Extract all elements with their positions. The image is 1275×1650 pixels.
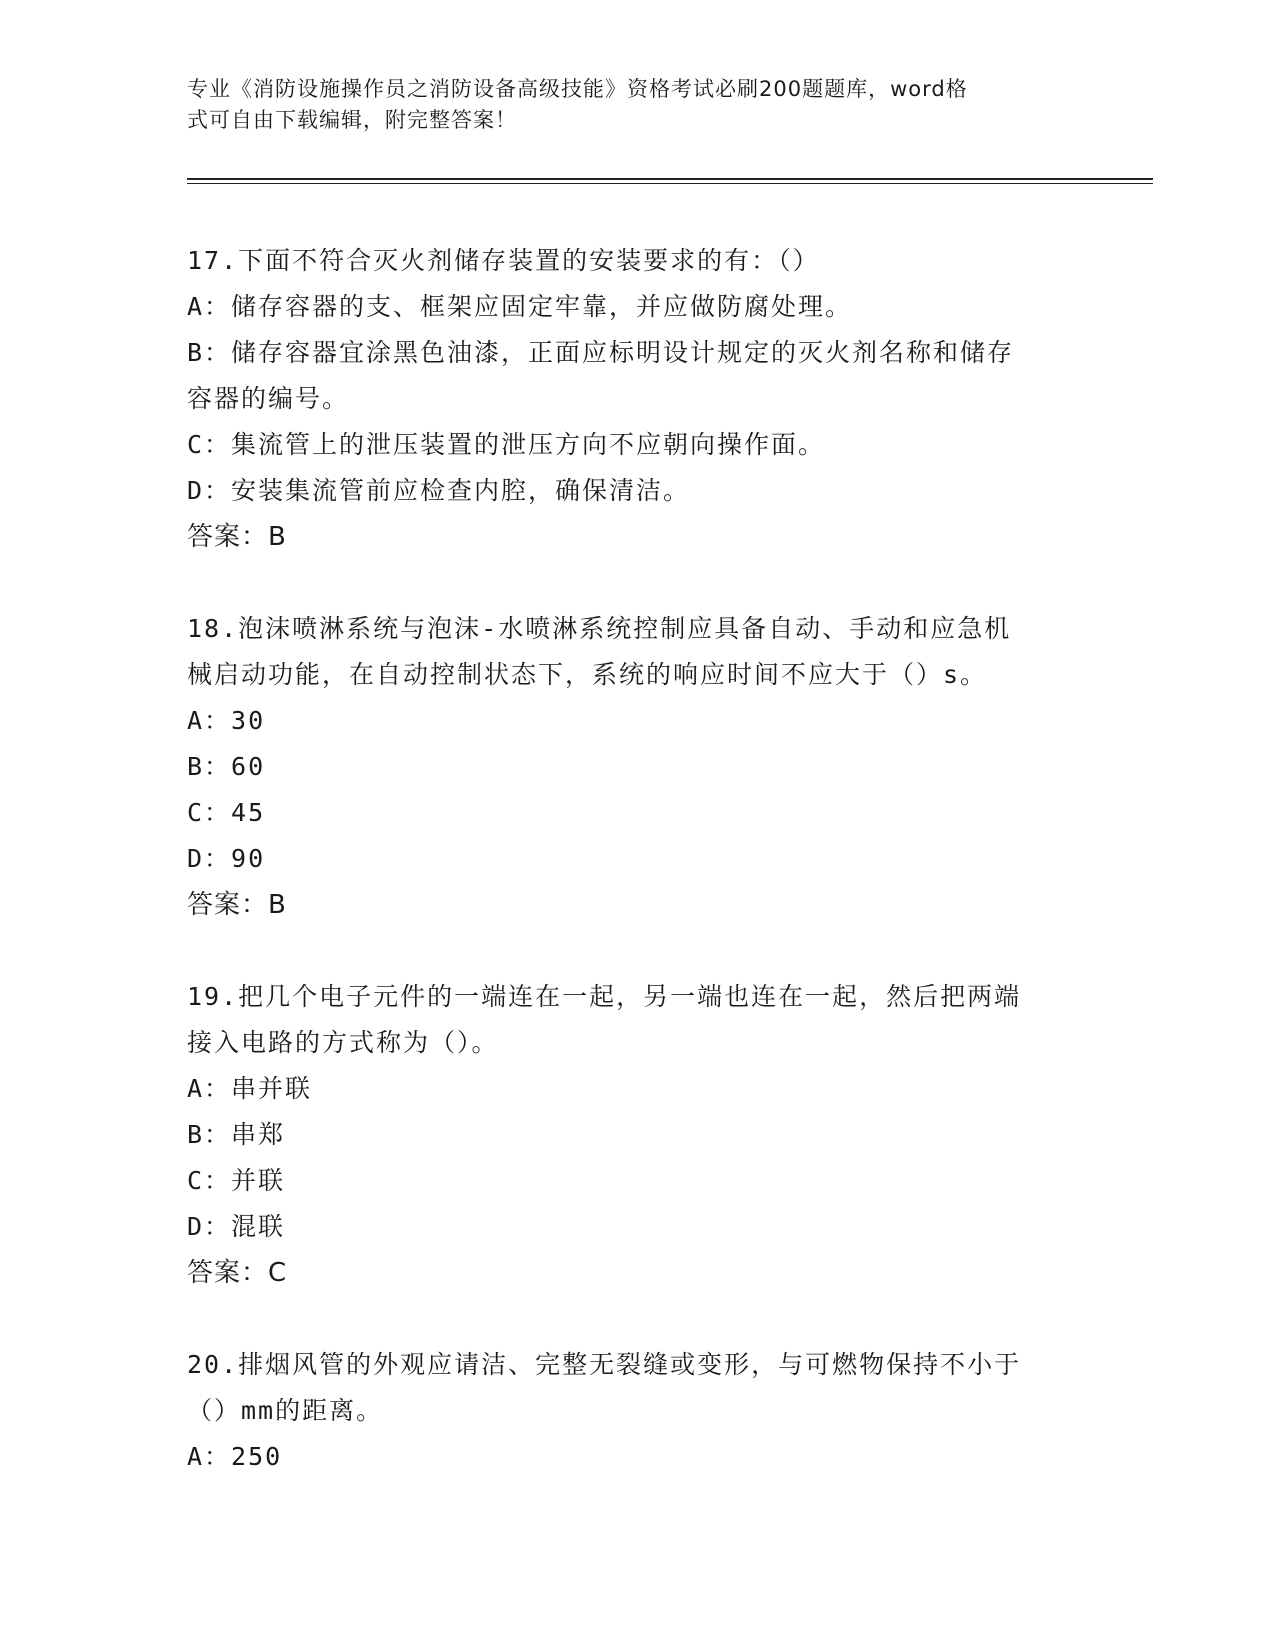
question-block — [187, 238, 1087, 560]
question-stem: 18.泡沫喷淋系统与泡沫-水喷淋系统控制应具备自动、手动和应急机 — [187, 614, 1012, 643]
question-option: A：30 — [187, 706, 266, 735]
question-stem: （）mm的距离。 — [187, 1396, 384, 1425]
header-line-1: 专业《消防设施操作员之消防设备高级技能》资格考试必刷200题题库，word格 — [187, 77, 968, 101]
question-option: A：250 — [187, 1442, 283, 1471]
question-block — [187, 974, 1087, 1296]
question-list — [187, 238, 1087, 1526]
header-line-2: 式可自由下载编辑，附完整答案！ — [187, 108, 517, 132]
question-block — [187, 606, 1087, 928]
question-option: B：60 — [187, 752, 266, 781]
question-option: D：安装集流管前应检查内腔，确保清洁。 — [187, 476, 691, 505]
question-stem: 械启动功能，在自动控制状态下，系统的响应时间不应大于（）s。 — [187, 660, 988, 689]
question-option: B：串郑 — [187, 1120, 286, 1149]
question-answer: 答案：C — [187, 1258, 288, 1288]
question-stem: 接入电路的方式称为（）。 — [187, 1028, 499, 1057]
header-rule-thin — [187, 183, 1153, 184]
question-option: C：集流管上的泄压装置的泄压方向不应朝向操作面。 — [187, 430, 826, 459]
question-stem: 17.下面不符合灭火剂储存装置的安装要求的有：（） — [187, 246, 820, 275]
question-option: C：45 — [187, 798, 266, 827]
question-answer: 答案：B — [187, 890, 287, 920]
header-rule-thick — [187, 178, 1153, 180]
question-option: A：串并联 — [187, 1074, 313, 1103]
question-stem: 20.排烟风管的外观应请洁、完整无裂缝或变形，与可燃物保持不小于 — [187, 1350, 1022, 1379]
question-option: B：储存容器宜涂黑色油漆，正面应标明设计规定的灭火剂名称和储存 — [187, 338, 1015, 367]
question-option: A：储存容器的支、框架应固定牢靠，并应做防腐处理。 — [187, 292, 853, 321]
question-block — [187, 1342, 1087, 1480]
question-option: C：并联 — [187, 1166, 286, 1195]
question-answer: 答案：B — [187, 522, 287, 552]
document-header — [187, 74, 1067, 136]
question-option: 容器的编号。 — [187, 384, 350, 413]
question-stem: 19.把几个电子元件的一端连在一起，另一端也连在一起，然后把两端 — [187, 982, 1022, 1011]
question-option: D：混联 — [187, 1212, 286, 1241]
question-option: D：90 — [187, 844, 266, 873]
